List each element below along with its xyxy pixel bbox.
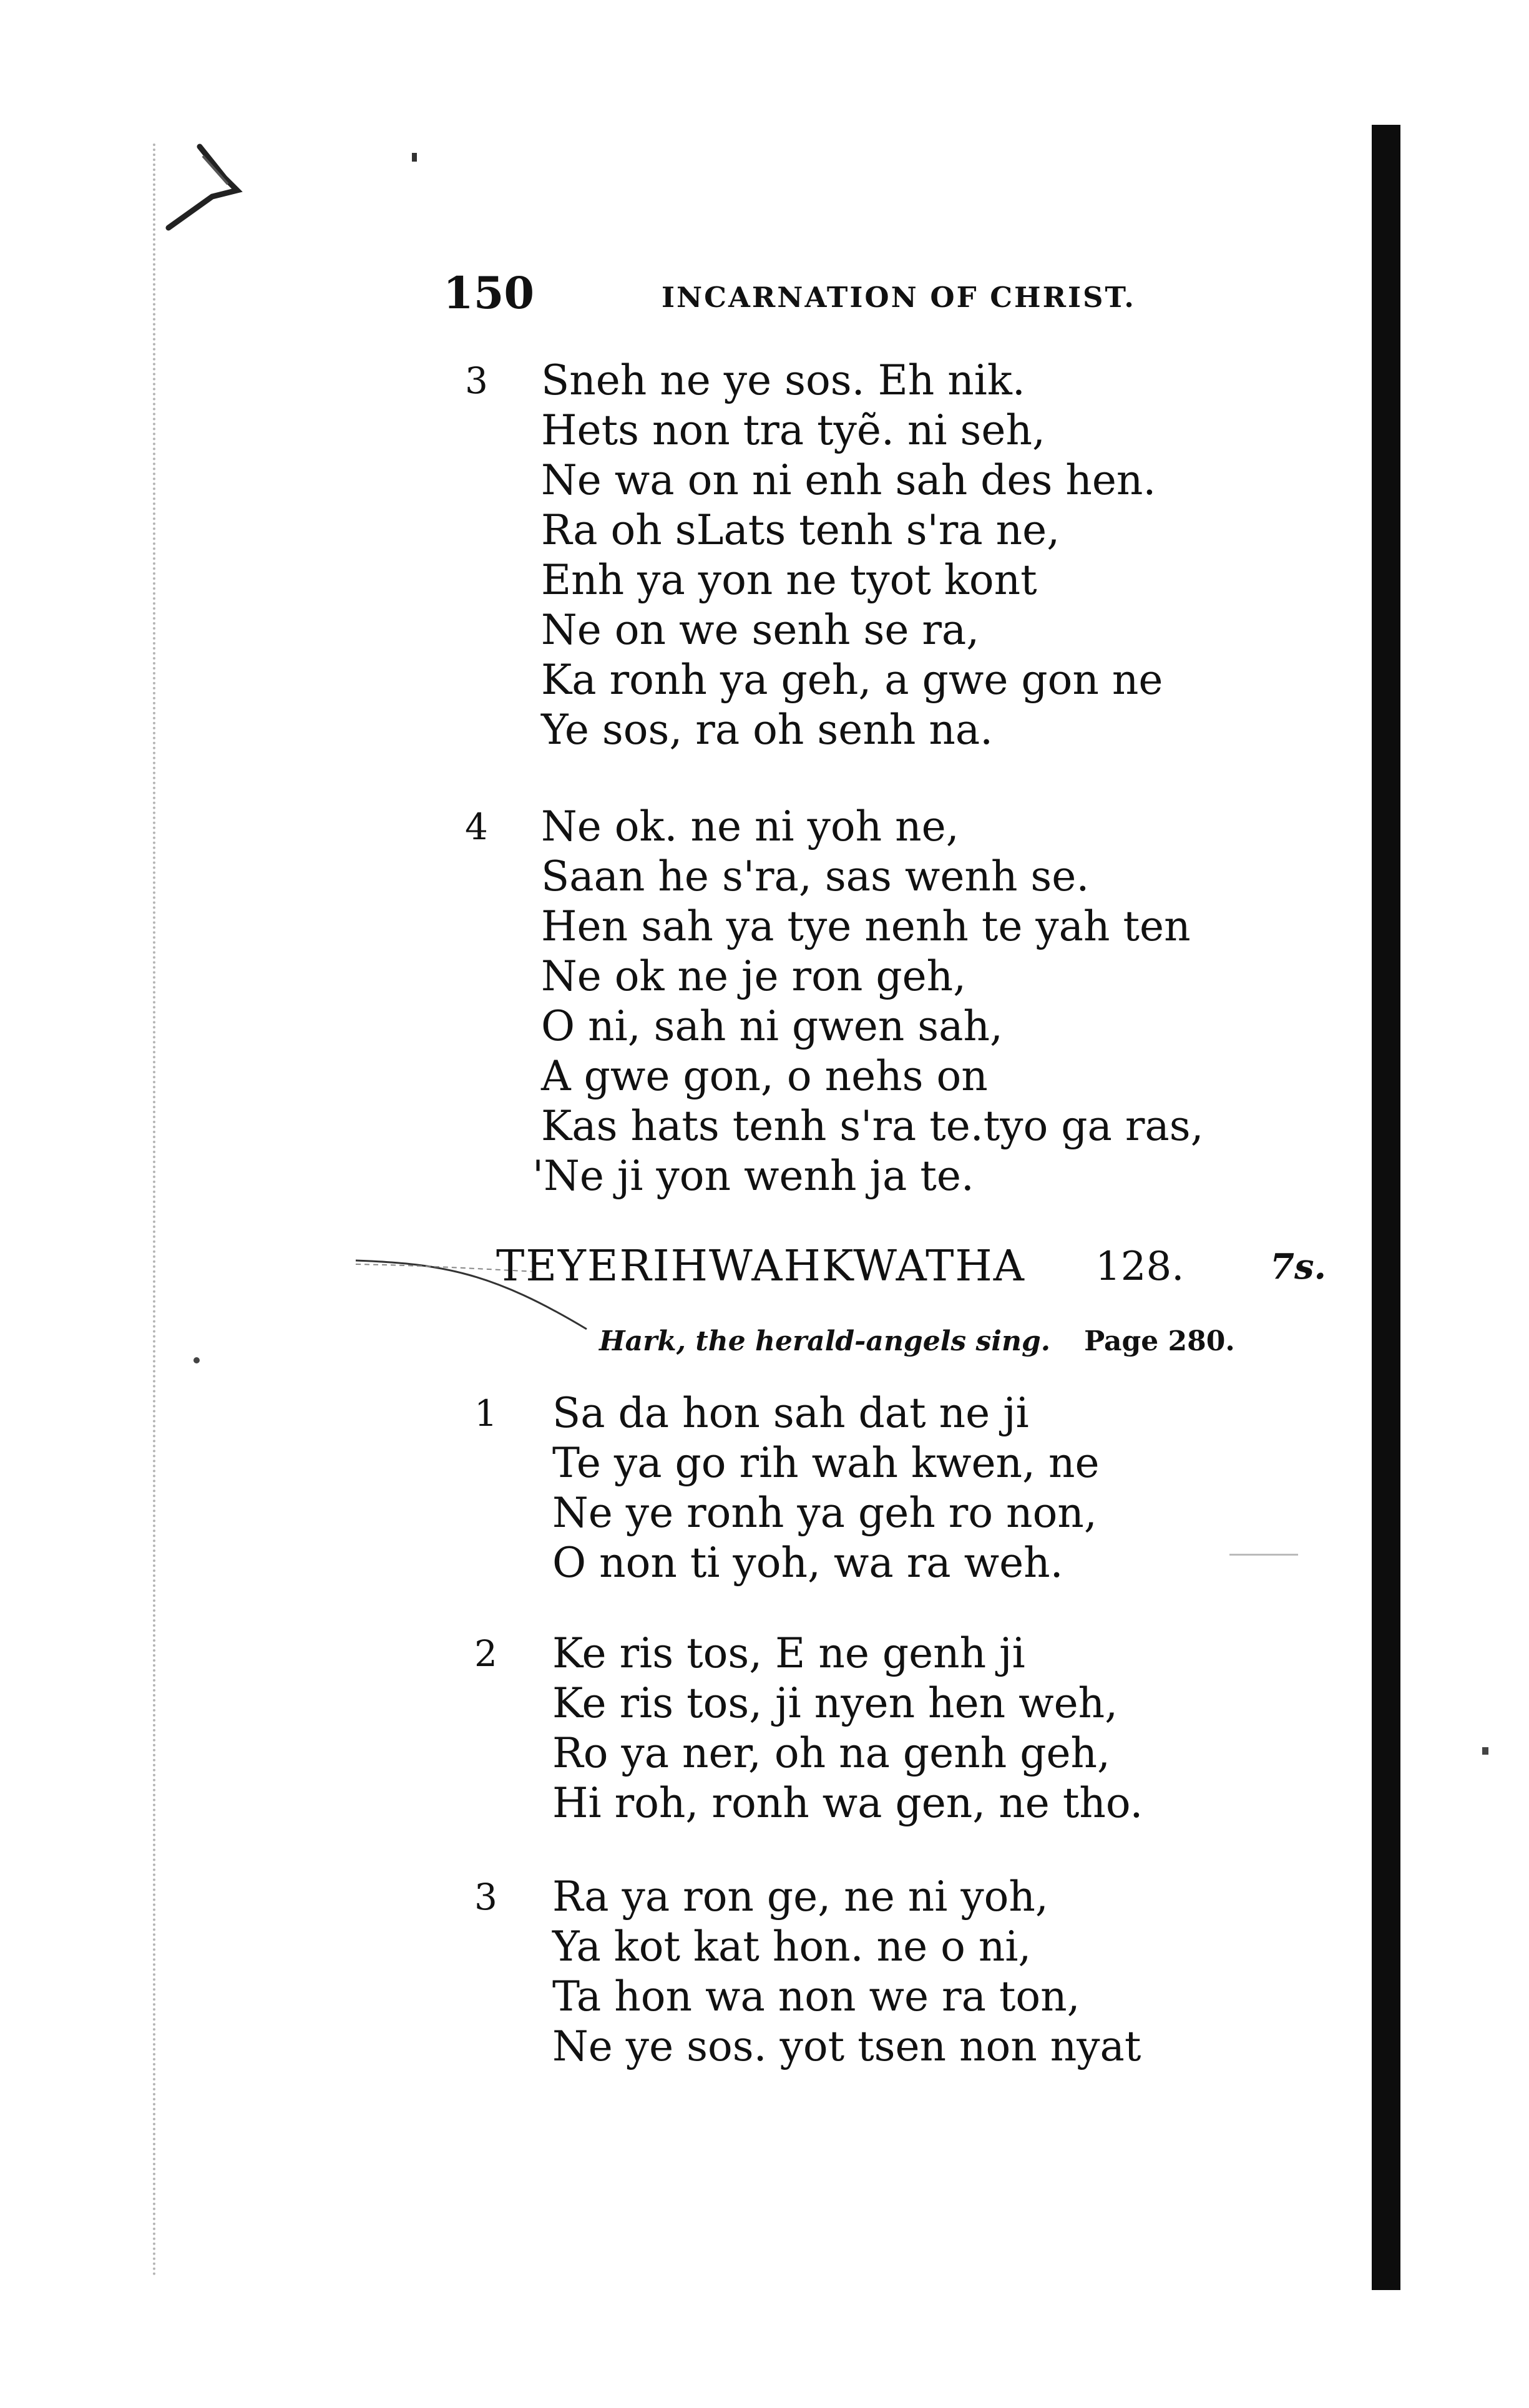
verse-line: Te ya go rih wah kwen, ne	[552, 1439, 1100, 1487]
verse-line: Ya kot kat hon. ne o ni,	[552, 1923, 1032, 1971]
verse-line: Ro ya ner, oh na genh geh,	[552, 1729, 1110, 1777]
stanza-number: 4	[465, 806, 488, 848]
stanza-prev-3	[465, 356, 1339, 768]
stanza-number: 3	[465, 359, 488, 402]
stanza-new-1	[474, 1388, 1348, 1601]
verse-line: Kas hats tenh s'ra te.tyo ga ras,	[541, 1102, 1204, 1150]
verse-line: Enh ya yon ne tyot kont	[541, 556, 1037, 604]
verse-line: Ke ris tos, ji nyen hen weh,	[552, 1679, 1118, 1727]
page-number: 150	[443, 267, 535, 319]
verse-line: Ye sos, ra oh senh na.	[541, 706, 994, 754]
margin-dotted-line	[153, 144, 160, 2278]
verse-line: Sneh ne ye sos. Eh nik.	[541, 356, 1025, 404]
english-title: Hark, the herald-angels sing.	[599, 1325, 1051, 1357]
stanza-new-3	[474, 1872, 1348, 2084]
page-header	[443, 262, 1211, 331]
verse-line: O non ti yoh, wa ra weh.	[552, 1539, 1063, 1587]
stanza-prev-4	[465, 802, 1339, 1214]
stanza-number: 2	[474, 1632, 497, 1675]
verse-line: Ka ronh ya geh, a gwe gon ne	[541, 656, 1163, 704]
running-head: INCARNATION OF CHRIST.	[662, 281, 1136, 314]
stanza-number: 1	[474, 1392, 497, 1435]
verse-line: A gwe gon, o nehs on	[541, 1052, 988, 1100]
verse-line: 'Ne ji yon wenh ja te.	[532, 1152, 974, 1200]
ink-speck	[1482, 1747, 1488, 1755]
verse-line: Ne ye sos. yot tsen non nyat	[552, 2022, 1141, 2070]
verse-line: Ne ok ne je ron geh,	[541, 952, 967, 1000]
page-reference: Page 280.	[1084, 1325, 1235, 1357]
verse-line: Ne on we senh se ra,	[541, 606, 980, 654]
book-spine-shadow	[1372, 125, 1400, 2290]
hymn-source-line	[599, 1320, 1235, 1363]
ink-speck	[1229, 1554, 1298, 1556]
ink-speck	[412, 153, 417, 162]
verse-line: Hen sah ya tye nenh te yah ten	[541, 902, 1191, 950]
verse-line: Sa da hon sah dat ne ji	[552, 1389, 1029, 1437]
ink-speck	[193, 1357, 200, 1363]
hymn-number: 128.	[1095, 1244, 1185, 1290]
verse-line: Hi roh, ronh wa gen, ne tho.	[552, 1779, 1143, 1827]
stanza-number: 3	[474, 1876, 497, 1918]
verse-line: Ne wa on ni enh sah des hen.	[541, 456, 1156, 504]
verse-line: Ke ris tos, E ne genh ji	[552, 1629, 1025, 1677]
verse-line: Saan he s'ra, sas wenh se.	[541, 852, 1090, 900]
hymn-meter: 7s.	[1270, 1246, 1326, 1287]
verse-line: O ni, sah ni gwen sah,	[541, 1002, 1003, 1050]
verse-line: Ra oh sLats tenh s'ra ne,	[541, 506, 1060, 554]
verse-line: Ra ya ron ge, ne ni yoh,	[552, 1873, 1048, 1921]
verse-line: Ta hon wa non we ra ton,	[552, 1972, 1080, 2020]
stanza-new-2	[474, 1629, 1348, 1841]
verse-line: Ne ok. ne ni yoh ne,	[541, 802, 959, 851]
hymn-title: TEYERIHWAHKWATHA	[496, 1242, 1025, 1291]
verse-line: Hets non tra tyẽ. ni seh,	[541, 406, 1045, 454]
verse-line: Ne ye ronh ya geh ro non,	[552, 1489, 1097, 1537]
pencil-mark-icon	[156, 140, 250, 240]
